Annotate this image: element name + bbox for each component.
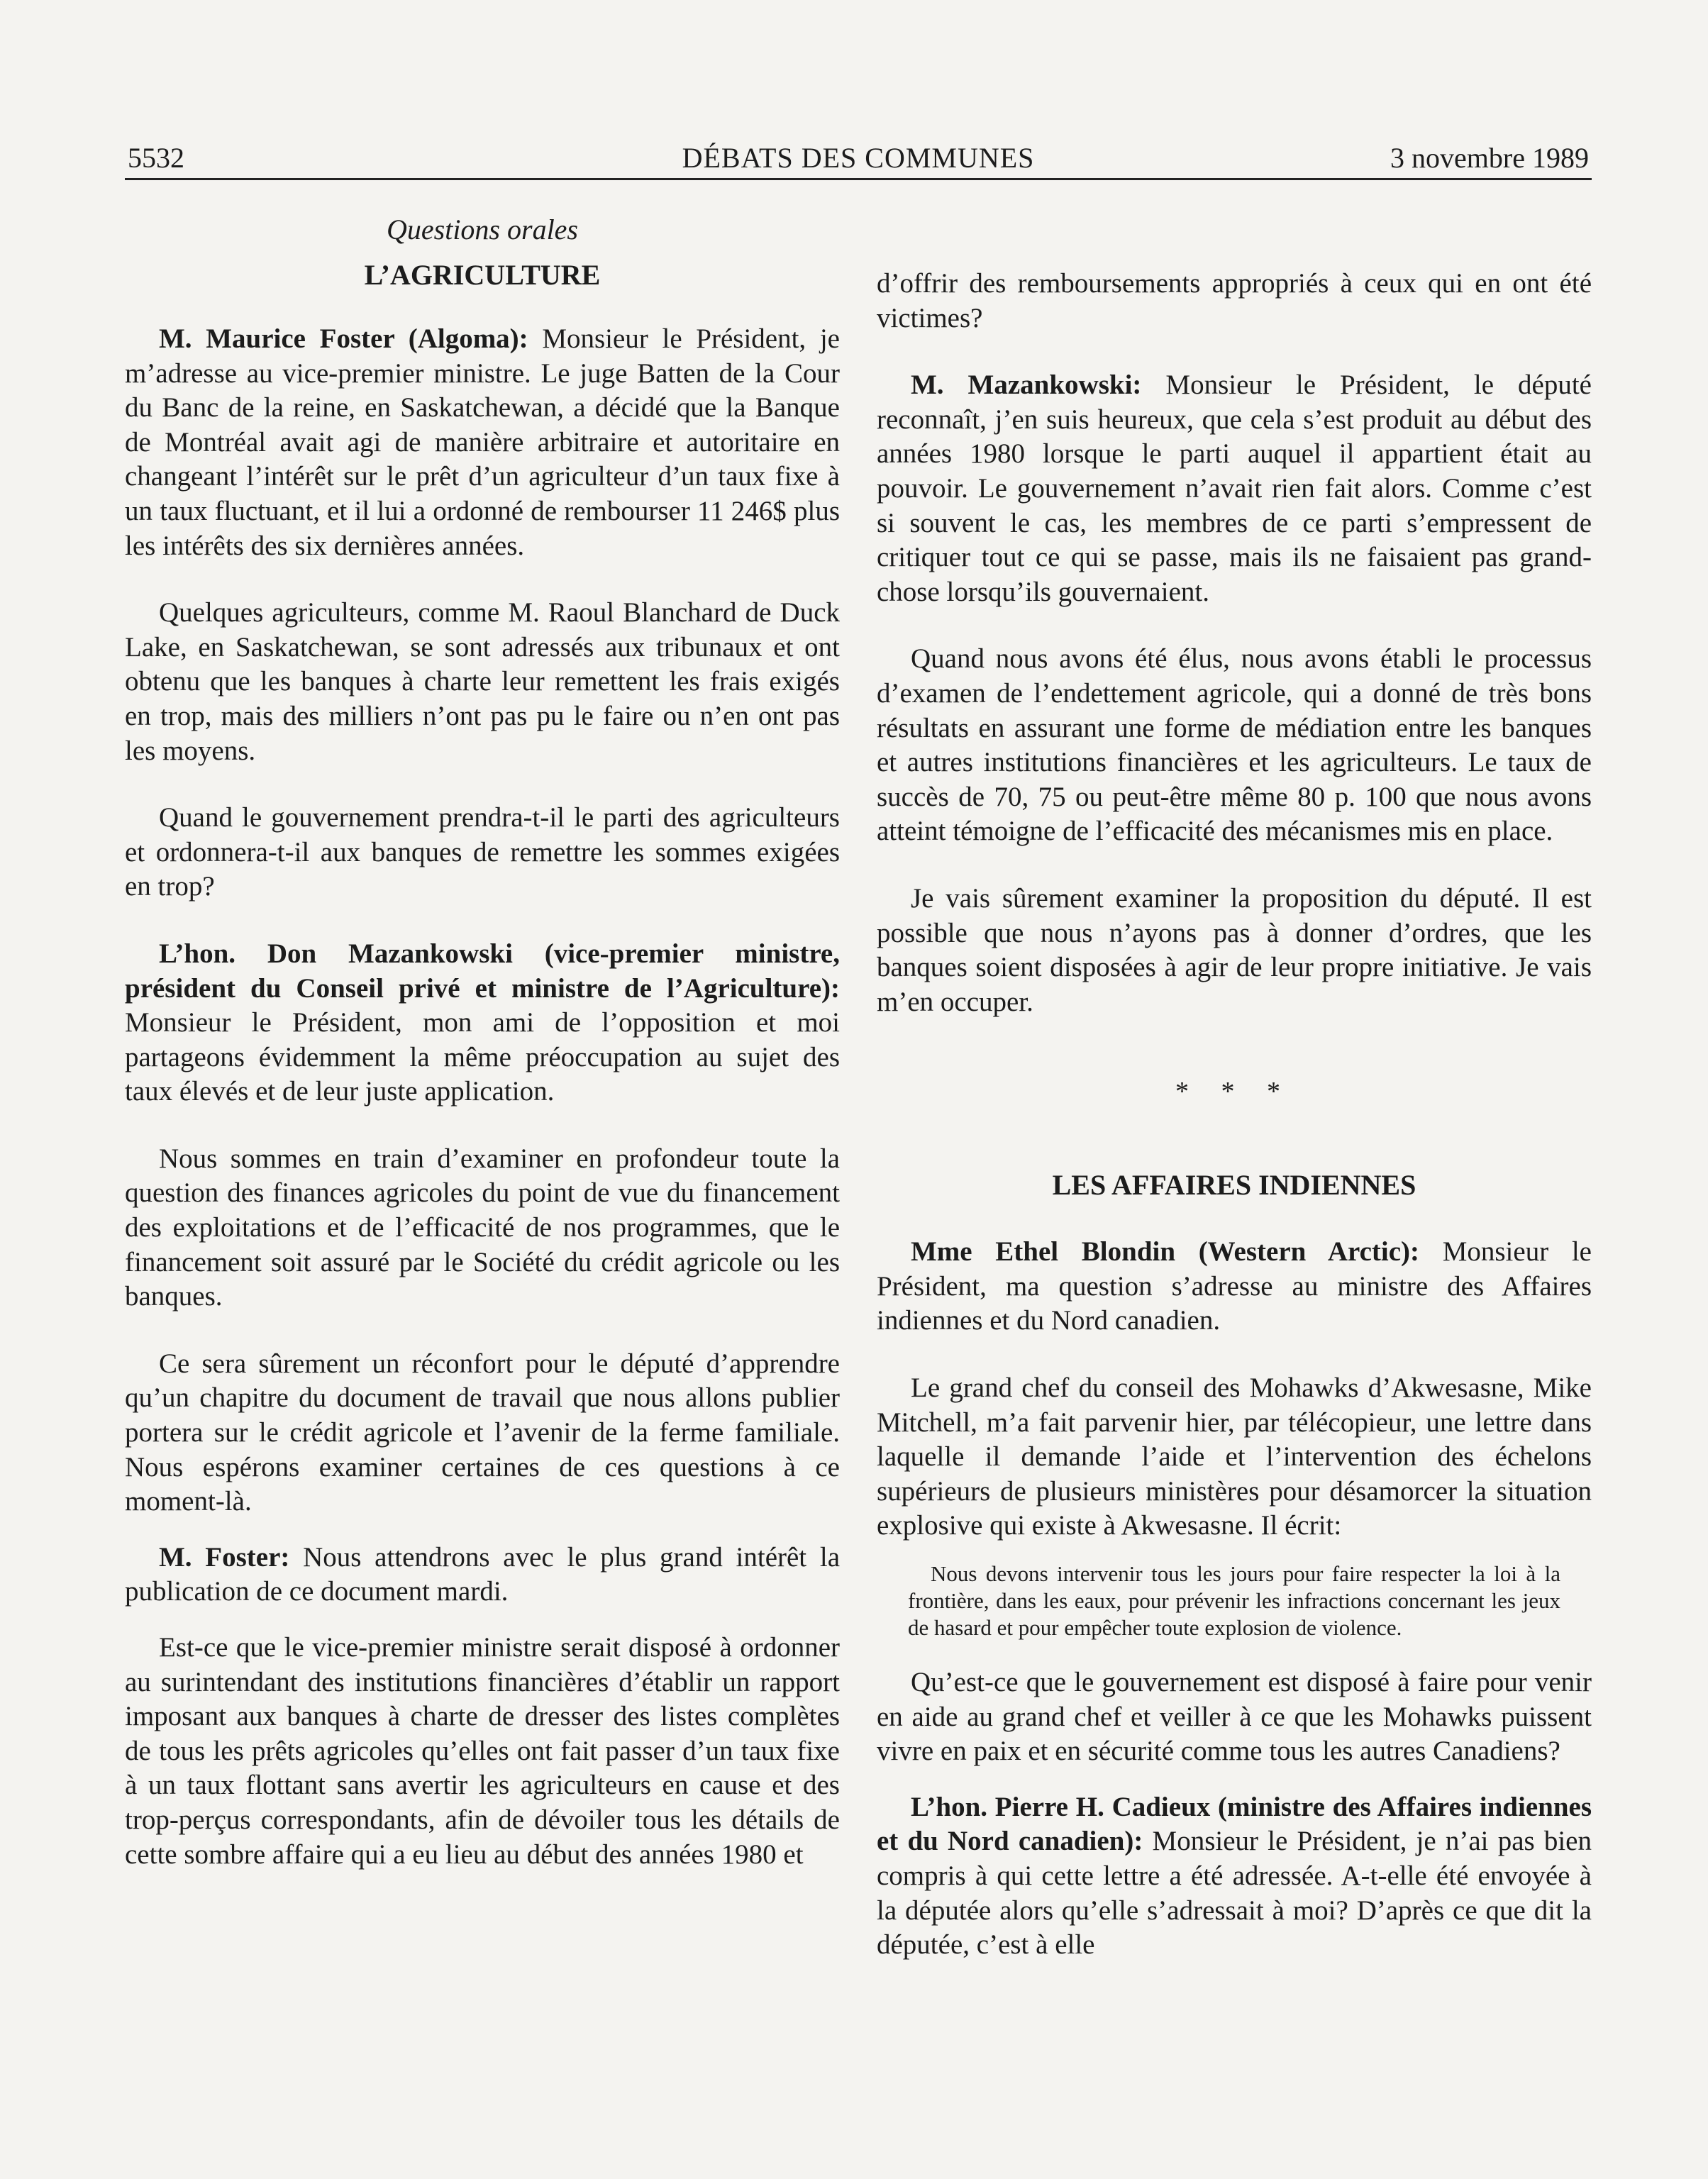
publication-title: DÉBATS DES COMMUNES: [682, 142, 1035, 174]
speaker-label: L’hon. Pierre H. Cadieux (ministre des Affaires indiennes et du Nord canadien):: [877, 1791, 1592, 1857]
speaker-label: Mme Ethel Blondin (Western Arctic):: [911, 1236, 1420, 1268]
paragraph: Nous sommes en train d’examiner en profondeur toute la question des finances agricoles du point de vue du financement des exploitations et de l’efficacité de nos programmes, que le financement soit assuré par le Société du crédit agricole ou les banques.: [125, 1143, 840, 1312]
paragraph-text: Monsieur le Président, le député reconnaît, j’en suis heureux, que cela s’est produit au début des années 1980 lorsque le parti auquel il appartient était au pouvoir. Le gouvernement n’avait rien fait alors. Comme c’est si souvent le cas, les membres de ce parti s’empressent de critiquer tout ce qui se passe, mais ils ne faisaient pas grand-chose lorsqu’ils gouvernaient.: [877, 370, 1592, 607]
section-separator: * * *: [1175, 1077, 1293, 1107]
paragraph-text: Monsieur le Président, ma question s’adresse au ministre des Affaires indiennes et du Nord canadien.: [877, 1236, 1592, 1336]
paragraph-text: Monsieur le Président, mon ami de l’opposition et moi partageons évidemment la même préoccupation au sujet des taux élevés et de leur juste application.: [125, 1007, 840, 1107]
block-quote: Nous devons intervenir tous les jours pour faire respecter la loi à la frontière, dans les eaux, pour prévenir les infractions concernant les jeux de hasard et pour empêcher toute explosion de violence.: [908, 1561, 1560, 1641]
paragraph: Qu’est-ce que le gouvernement est disposé à faire pour venir en aide au grand chef et veiller à ce que les Mohawks puissent vivre en paix et en sécurité comme tous les autres Canadiens?: [877, 1667, 1592, 1767]
section-subtitle: Questions orales: [387, 214, 578, 245]
right-column: [877, 267, 1592, 1963]
paragraph: Quelques agriculteurs, comme M. Raoul Blanchard de Duck Lake, en Saskatchewan, se sont adressés aux tribunaux et ont obtenu que les banques à charte leur remettent les frais exigés en trop, mais des milliers n’ont pas pu le faire ou n’en ont pas les moyens.: [125, 597, 840, 766]
paragraph-text: Monsieur le Président, je n’ai pas bien compris à qui cette lettre a été adressée. A-t-elle été envoyée à la députée alors qu’elle s’adressait à moi? D’après ce que dit la députée, c’est à elle: [877, 1826, 1592, 1961]
page-number: 5532: [128, 142, 184, 174]
paragraph: Est-ce que le vice-premier ministre serait disposé à ordonner au surintendant des institutions financières d’établir un rapport imposant aux banques à charte de dresser des listes complètes de tous les prêts agricoles qu’elles ont fait passer d’un taux fixe à un taux flottant sans avertir les agriculteurs en cause et des trop-perçus correspondants, afin de dévoiler tous les détails de cette sombre affaire qui a eu lieu au début des années 1980 et: [125, 1632, 840, 1870]
paragraph: Quand le gouvernement prendra-t-il le parti des agriculteurs et ordonnera-t-il aux banques de remettre les sommes exigées en trop?: [125, 802, 840, 902]
paragraph-foster-question: [125, 322, 840, 563]
publication-date: 3 novembre 1989: [1390, 142, 1589, 174]
speaker-label: M. Maurice Foster (Algoma):: [159, 323, 528, 354]
paragraph-foster-followup: [125, 1541, 840, 1609]
section-heading-indian-affairs: LES AFFAIRES INDIENNES: [1052, 1169, 1416, 1202]
paragraph-text: Nous attendrons avec le plus grand intérêt la publication de ce document mardi.: [125, 1541, 840, 1607]
paragraph-blondin-question: [877, 1235, 1592, 1338]
speaker-label: M. Mazankowski:: [911, 370, 1142, 401]
paragraph-continued: d’offrir des remboursements appropriés à ceux qui en ont été victimes?: [877, 268, 1592, 333]
paragraph-text: Monsieur le Président, je m’adresse au vice-premier ministre. Le juge Batten de la Cour du Banc de la reine, en Saskatchewan, a décidé que la Banque de Montréal avait agi de manière arbitraire et autoritaire en changeant l’intérêt sur le prêt d’un agriculteur d’un taux fixe à un taux fluctuant, et il lui a ordonné de rembourser 11 246$ plus les intérêts des six dernières années.: [125, 323, 840, 561]
left-column: [125, 213, 840, 1872]
page-header: [125, 137, 1592, 180]
paragraph: Quand nous avons été élus, nous avons établi le processus d’examen de l’endettement agricole, qui a donné de très bons résultats en assurant une forme de médiation entre les banques et autres institutions financières et les agriculteurs. Le taux de succès de 70, 75 ou peut-être même 80 p. 100 que nous avons atteint témoigne de l’efficacité des mécanismes mis en place.: [877, 643, 1592, 847]
paragraph: Je vais sûrement examiner la proposition du député. Il est possible que nous n’ayons pas à donner d’ordres, que les banques soient disposées à agir de leur propre initiative. Je vais m’en occuper.: [877, 882, 1592, 1017]
speaker-label: M. Foster:: [159, 1541, 290, 1573]
paragraph: Le grand chef du conseil des Mohawks d’Akwesasne, Mike Mitchell, m’a fait parvenir hier, par télécopieur, une lettre dans laquelle il demande l’aide et l’intervention des échelons supérieurs de plusieurs ministères pour désamorcer la situation explosive qui existe à Akwesasne. Il écrit:: [877, 1373, 1592, 1541]
paragraph: Ce sera sûrement un réconfort pour le député d’apprendre qu’un chapitre du document de travail que nous allons publier portera sur le crédit agricole et l’avenir de la ferme familiale. Nous espérons examiner certaines de ces questions à ce moment-là.: [125, 1348, 840, 1517]
speaker-label: L’hon. Don Mazankowski (vice-premier ministre, président du Conseil privé et ministre de l’Agriculture):: [125, 938, 840, 1004]
section-heading-agriculture: L’AGRICULTURE: [364, 259, 601, 291]
paragraph-cadieux-answer: [877, 1790, 1592, 1963]
paragraph-mazankowski-reply: [877, 368, 1592, 609]
paragraph-mazankowski-answer: [125, 937, 840, 1109]
